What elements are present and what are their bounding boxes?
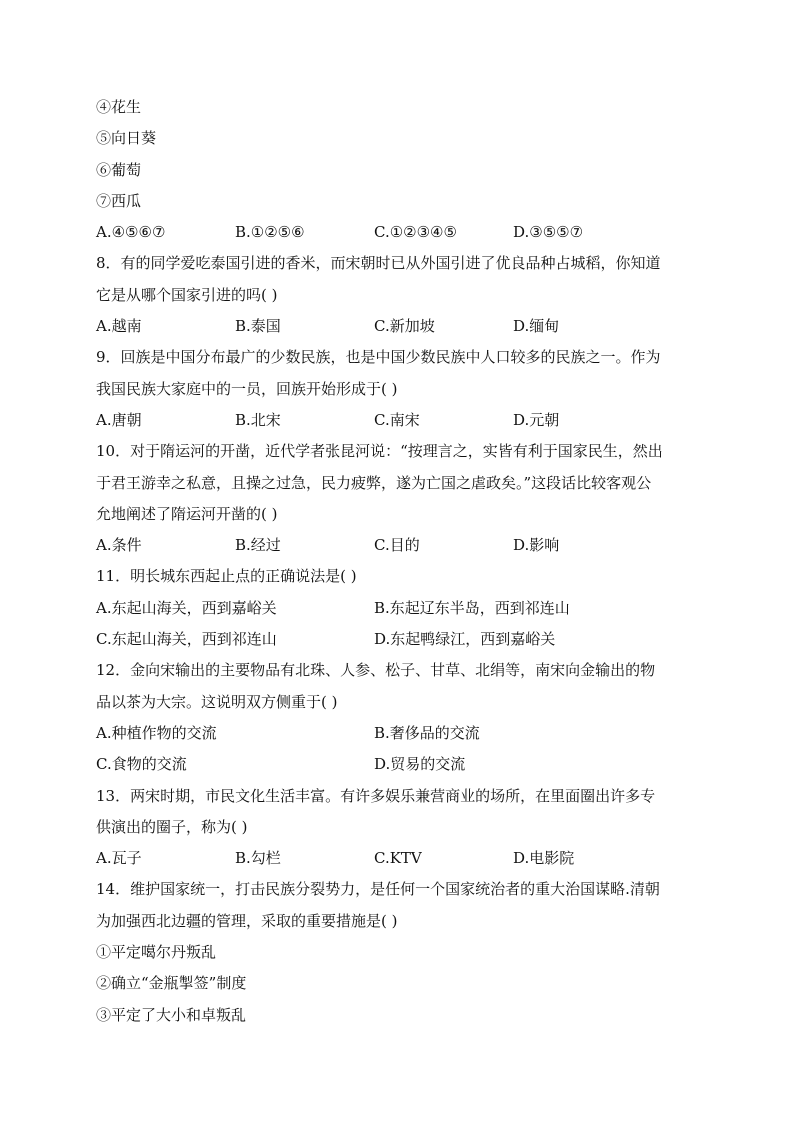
option-c: C.南宋 [374, 410, 420, 429]
q10-options [96, 532, 698, 563]
question-8-text: 8．有的同学爱吃泰国引进的香米，而宋朝时已从外国引进了优良品种占城稻，你知道 [96, 254, 661, 273]
list-item: ⑦西瓜 [96, 191, 142, 210]
question-12-text: 12．金向宋输出的主要物品有北珠、人参、松子、甘草、北绢等，南宋向金输出的物 [96, 661, 656, 680]
list-item: ②确立“金瓶掣签”制度 [96, 974, 247, 993]
question-12-text: 品以茶为大宗。这说明双方侧重于( ) [96, 692, 338, 711]
option-c: C.东起山海关，西到祁连山 [96, 630, 277, 649]
option-d: D.影响 [513, 536, 560, 555]
q13-options [96, 845, 698, 876]
list-item: ⑥葡萄 [96, 160, 142, 179]
q11-options-row1 [96, 595, 698, 626]
question-9-text: 9．回族是中国分布最广的少数民族，也是中国少数民族中人口较多的民族之一。作为 [96, 348, 661, 367]
question-10-text: 于君王游幸之私意，且操之过急，民力疲弊，遂为亡国之虐政矣。”这段话比较客观公 [96, 473, 652, 492]
q12-options-row1 [96, 720, 698, 751]
list-item: ③平定了大小和卓叛乱 [96, 1005, 247, 1024]
option-a: A.东起山海关，西到嘉峪关 [96, 598, 277, 617]
option-a: A.条件 [96, 536, 142, 555]
option-b: B.奢侈品的交流 [374, 723, 480, 742]
option-d: D.东起鸭绿江，西到嘉峪关 [374, 630, 556, 649]
option-a: A.种植作物的交流 [96, 723, 217, 742]
list-item: ⑤向日葵 [96, 129, 157, 148]
option-b: B.①②⑤⑥ [235, 223, 305, 242]
option-a: A.唐朝 [96, 410, 142, 429]
question-8-text: 它是从哪个国家引进的吗( ) [96, 285, 278, 304]
q11-options-row2 [96, 626, 698, 657]
question-13-text: 13．两宋时期，市民文化生活丰富。有许多娱乐兼营商业的场所，在里面圈出许多专 [96, 786, 656, 805]
option-d: D.元朝 [513, 410, 560, 429]
question-14-text: 14．维护国家统一，打击民族分裂势力，是任何一个国家统治者的重大治国谋略.清朝 [96, 880, 660, 899]
option-c: C.食物的交流 [96, 755, 187, 774]
question-9-text: 我国民族大家庭中的一员，回族开始形成于( ) [96, 379, 398, 398]
list-item: ①平定噶尔丹叛乱 [96, 943, 217, 962]
option-c: C.新加坡 [374, 317, 435, 336]
exam-page [96, 94, 698, 1033]
option-b: B.东起辽东半岛，西到祁连山 [374, 598, 570, 617]
option-a: A.瓦子 [96, 849, 142, 868]
option-c: C.目的 [374, 536, 420, 555]
question-10-text: 允地阐述了隋运河开凿的( ) [96, 504, 278, 523]
option-a: A.越南 [96, 317, 142, 336]
question-11-text: 11．明长城东西起止点的正确说法是( ) [96, 567, 357, 586]
q7-options [96, 219, 698, 250]
option-d: D.贸易的交流 [374, 755, 466, 774]
q9-options [96, 407, 698, 438]
option-c: C.KTV [374, 849, 422, 868]
option-b: B.勾栏 [235, 849, 281, 868]
question-14-text: 为加强西北边疆的管理，采取的重要措施是( ) [96, 911, 398, 930]
option-d: D.③⑤⑤⑦ [513, 223, 584, 242]
option-b: B.泰国 [235, 317, 281, 336]
option-d: D.缅甸 [513, 317, 560, 336]
option-d: D.电影院 [513, 849, 575, 868]
option-a: A.④⑤⑥⑦ [96, 223, 166, 242]
q12-options-row2 [96, 751, 698, 782]
option-c: C.①②③④⑤ [374, 223, 457, 242]
list-item: ④花生 [96, 98, 142, 116]
option-b: B.经过 [235, 536, 281, 555]
question-13-text: 供演出的圈子，称为( ) [96, 817, 248, 836]
option-b: B.北宋 [235, 410, 281, 429]
q8-options [96, 313, 698, 344]
question-10-text: 10．对于隋运河的开凿，近代学者张昆河说：“按理言之，实皆有利于国家民生，然出 [96, 442, 663, 461]
